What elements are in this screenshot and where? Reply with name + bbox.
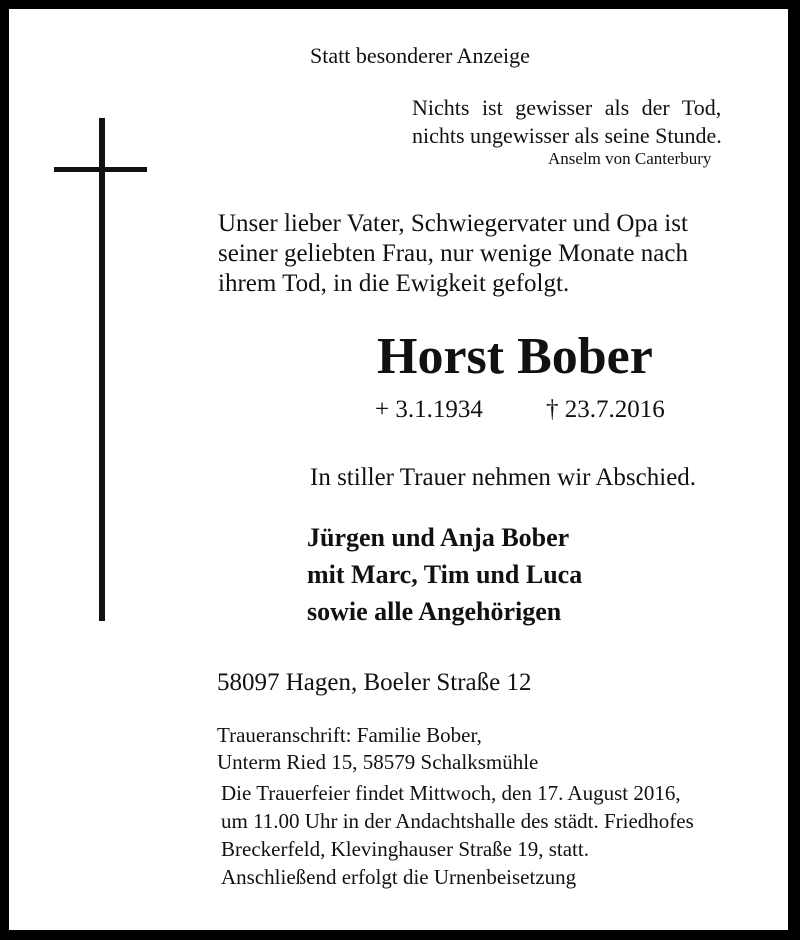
quote-line-2: nichts ungewisser als seine Stunde.: [412, 123, 722, 148]
mourning-address: [217, 722, 538, 776]
family-line: mit Marc, Tim und Luca: [307, 560, 583, 589]
service-line: um 11.00 Uhr in der Andachtshalle des städt. Friedhofes: [221, 809, 694, 833]
mourning-address-line: Traueranschrift: Familie Bober,: [217, 723, 482, 747]
intro-line: seiner geliebten Frau, nur wenige Monate nach: [218, 240, 688, 267]
quote-line-1: Nichts ist gewisser als der Tod,: [412, 95, 722, 120]
family-address: 58097 Hagen, Boeler Straße 12: [217, 669, 532, 696]
family-line: sowie alle Angehörigen: [307, 597, 562, 626]
deceased-name: Horst Bober: [377, 328, 653, 385]
birth-date: + 3.1.1934: [375, 396, 483, 423]
service-line: Die Trauerfeier findet Mittwoch, den 17. August 2016,: [221, 781, 681, 805]
quote-author: Anselm von Canterbury: [548, 149, 712, 168]
family-line: Jürgen und Anja Bober: [307, 523, 570, 552]
cross-horizontal-bar: [54, 167, 147, 172]
service-line: Anschließend erfolgt die Urnenbeisetzung: [221, 865, 577, 889]
service-info: [221, 779, 694, 891]
obituary-notice: [9, 9, 788, 930]
family-names: [307, 519, 582, 630]
intro-line: Unser lieber Vater, Schwiegervater und Opa ist: [218, 210, 688, 237]
farewell-text: In stiller Trauer nehmen wir Abschied.: [310, 464, 697, 491]
notice-header: Statt besonderer Anzeige: [310, 43, 530, 68]
intro-line: ihrem Tod, in die Ewigkeit gefolgt.: [218, 270, 570, 297]
cross-vertical-bar: [99, 118, 105, 621]
service-line: Breckerfeld, Klevinghauser Straße 19, statt.: [221, 837, 589, 861]
death-date: † 23.7.2016: [546, 396, 665, 423]
mourning-address-line: Unterm Ried 15, 58579 Schalksmühle: [217, 750, 539, 774]
intro-text: [218, 209, 688, 299]
